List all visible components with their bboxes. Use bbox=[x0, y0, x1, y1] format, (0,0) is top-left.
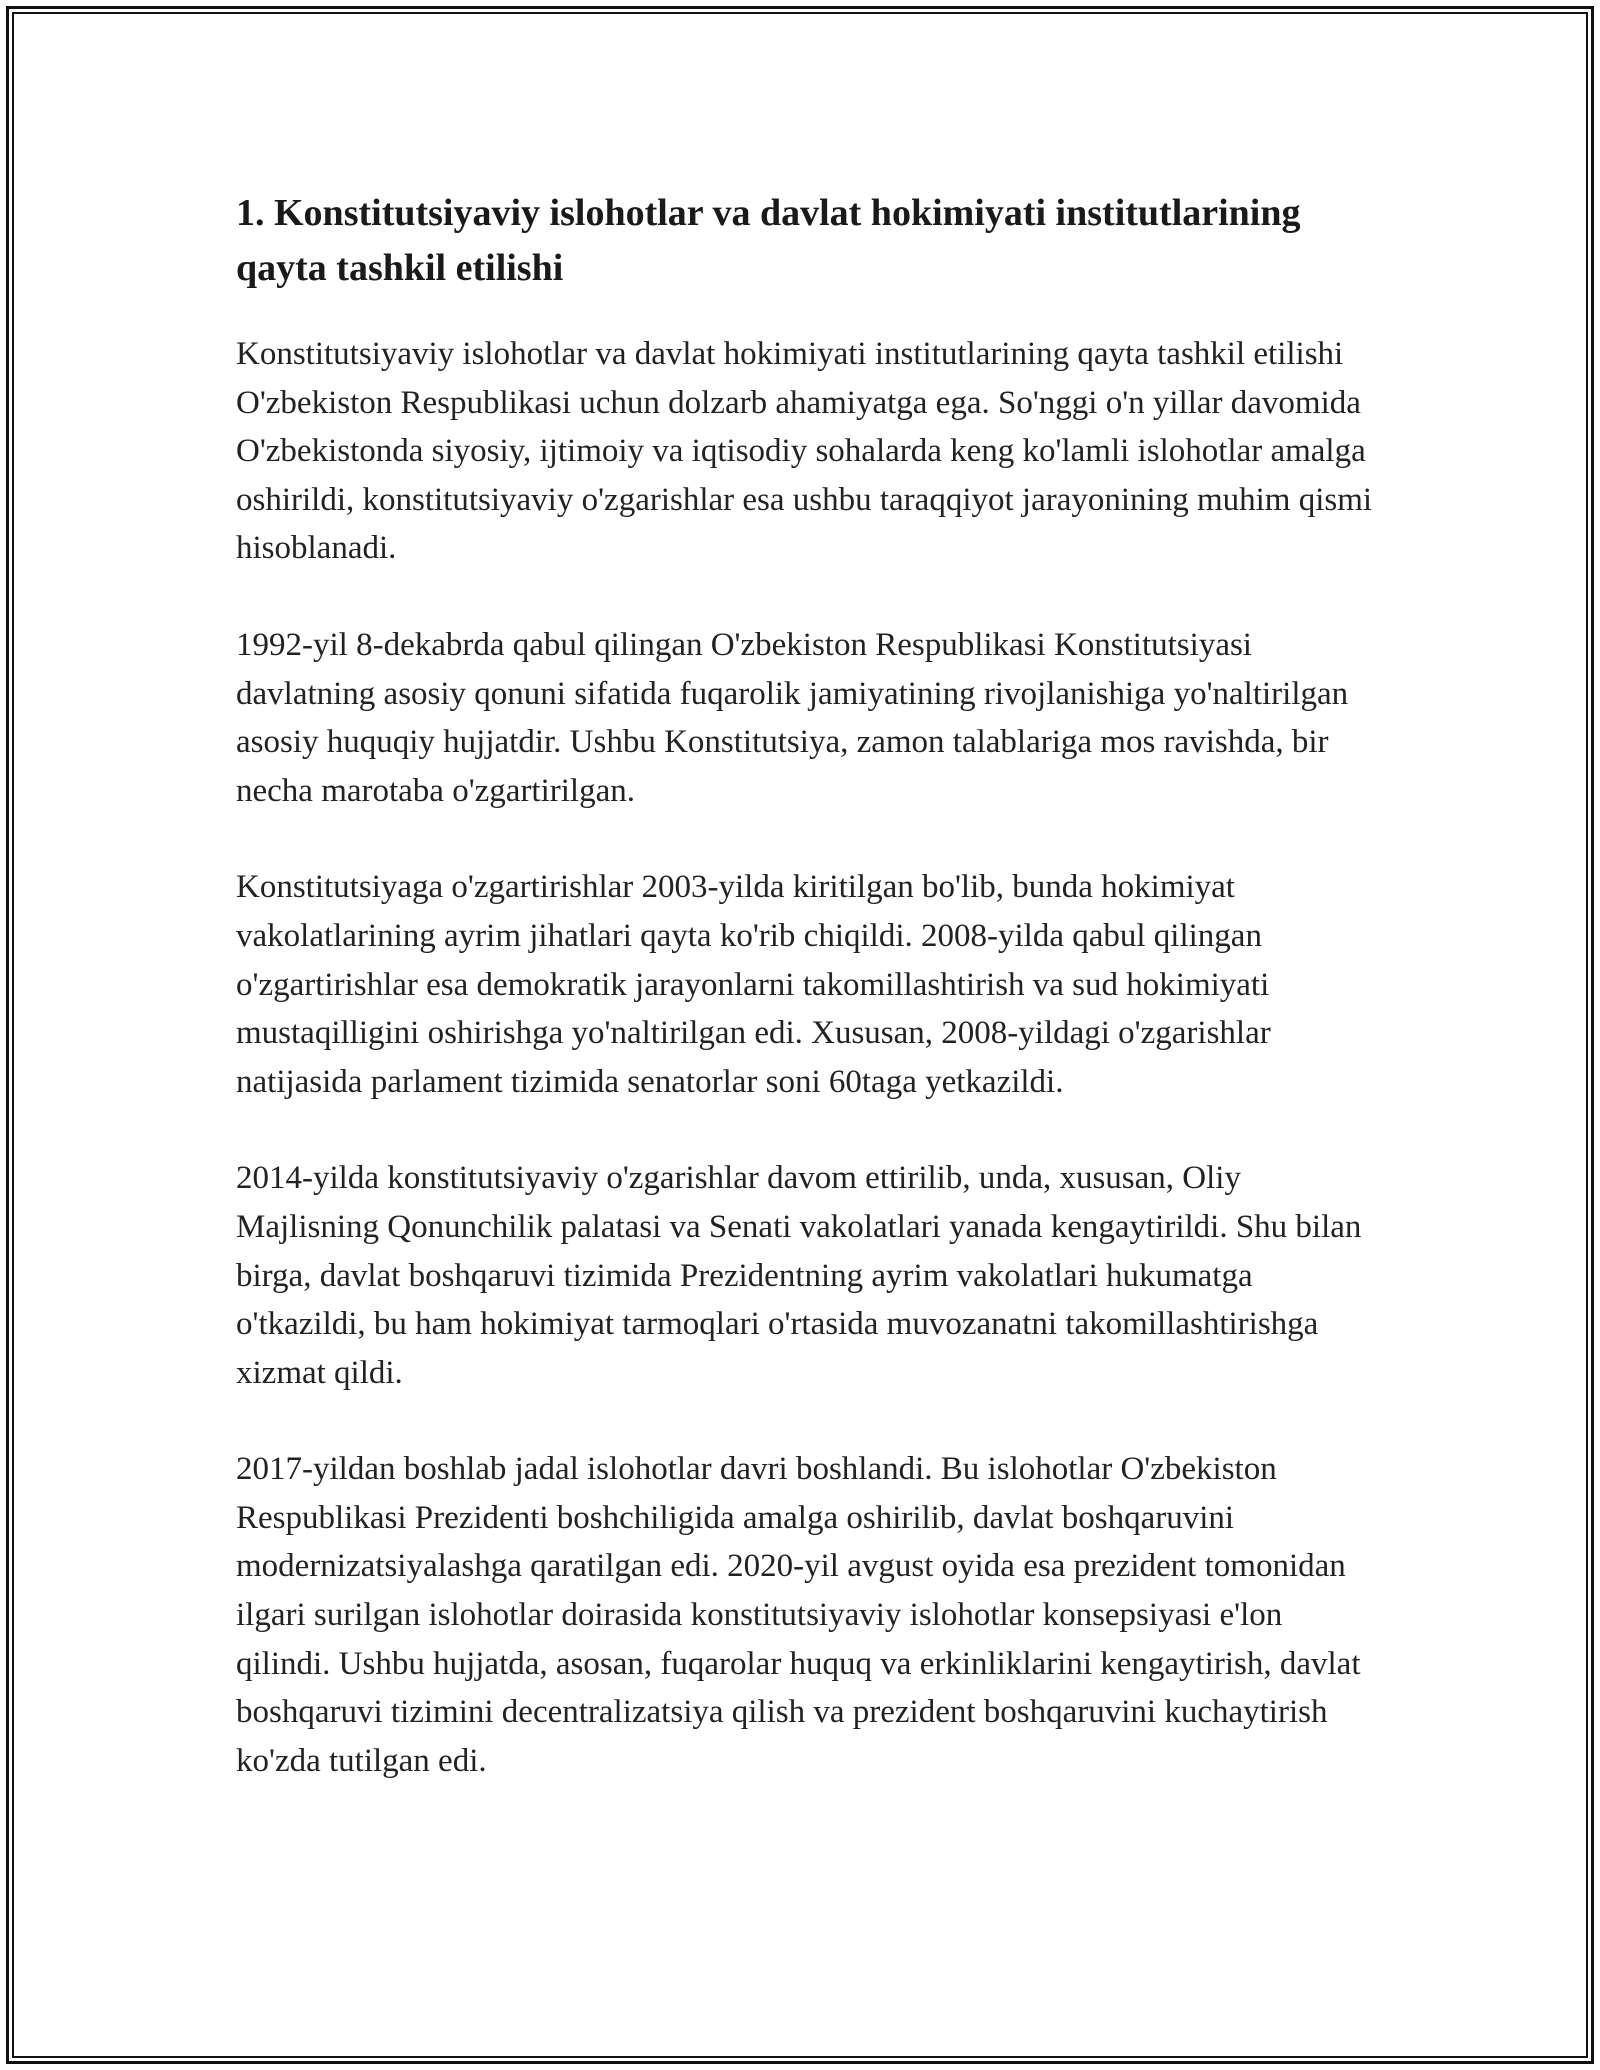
paragraph-2: 1992-yil 8-dekabrda qabul qilingan O'zbekiston Respublikasi Konstitutsiyasi davlatning asosiy qonuni sifatida fuqarolik jamiyatining rivojlanishiga yo'naltirilgan asosiy huquqiy hujjatdir. Ushbu Konstitutsiya, zamon talablariga mos ravishda, bir necha marotaba o'zgartirilgan. bbox=[236, 626, 1349, 809]
paragraph-5: 2017-yildan boshlab jadal islohotlar davri boshlandi. Bu islohotlar O'zbekiston Respublikasi Prezidenti boshchiligida amalga oshirilib, davlat boshqaruvini modernizatsiyalashga qaratilgan edi. 2020-yil avgust oyida esa prezident tomonidan ilgari surilgan islohotlar doirasida konstitutsiyaviy islohotlar konsepsiyasi e'lon qilindi. Ushbu hujjatda, asosan, fuqarolar huquq va erkinliklarini kengaytirish, davlat boshqaruvi tizimini decentralizatsiya qilish va prezident boshqaruvini kuchaytirish ko'zda tutilgan edi. bbox=[236, 1451, 1361, 1779]
document-body bbox=[236, 186, 1376, 1833]
section-heading: 1. Konstitutsiyaviy islohotlar va davlat hokimiyati institutlarining qayta tashkil etilishi bbox=[236, 192, 1301, 289]
paragraph-4: 2014-yilda konstitutsiyaviy o'zgarishlar davom ettirilib, unda, xususan, Oliy Majlisning Qonunchilik palatasi va Senati vakolatlari yanada kengaytirildi. Shu bilan birga, davlat boshqaruvi tizimida Prezidentning ayrim vakolatlari hukumatga o'tkazildi, bu ham hokimiyat tarmoqlari o'rtasida muvozanatni takomillashtirishga xizmat qildi. bbox=[236, 1160, 1362, 1391]
paragraph-1: Konstitutsiyaviy islohotlar va davlat hokimiyati institutlarining qayta tashkil etilishi O'zbekiston Respublikasi uchun dolzarb ahamiyatga ega. So'nggi o'n yillar davomida O'zbekistonda siyosiy, ijtimoiy va iqtisodiy sohalarda keng ko'lamli islohotlar amalga oshirildi, konstitutsiyaviy o'zgarishlar esa ushbu taraqqiyot jarayonining muhim qismi hisoblanadi. bbox=[236, 336, 1373, 567]
paragraph-3: Konstitutsiyaga o'zgartirishlar 2003-yilda kiritilgan bo'lib, bunda hokimiyat vakolatlarining ayrim jihatlari qayta ko'rib chiqildi. 2008-yilda qabul qilingan o'zgartirishlar esa demokratik jarayonlarni takomillashtirish va sud hokimiyati mustaqilligini oshirishga yo'naltirilgan edi. Xususan, 2008-yildagi o'zgarishlar natijasida parlament tizimida senatorlar soni 60taga yetkazildi. bbox=[236, 869, 1271, 1100]
